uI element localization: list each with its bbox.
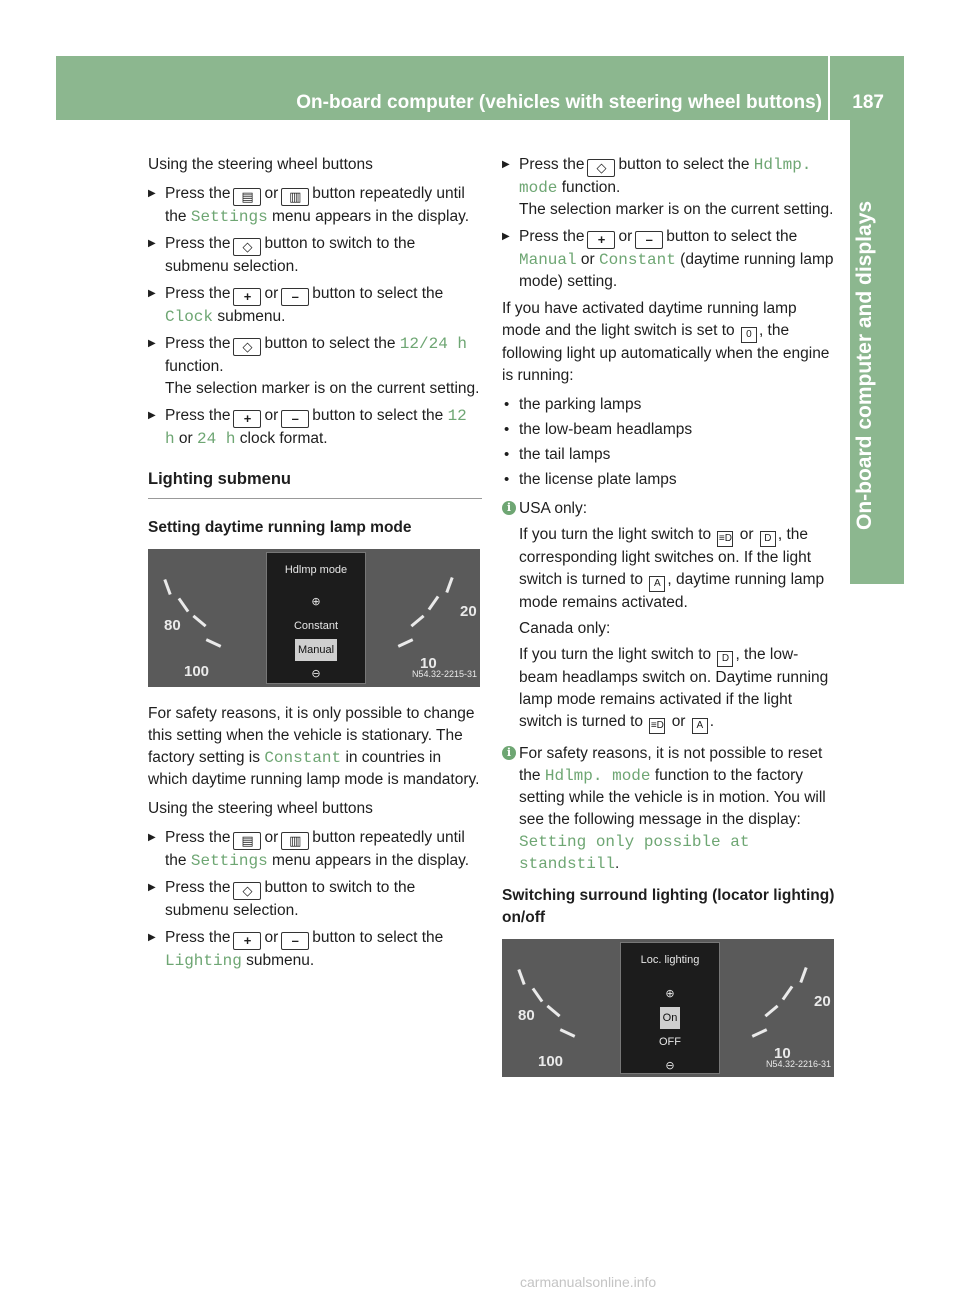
info-icon: i [502,501,516,515]
instruction-step: ▶ Press the + or – button to select the 12 h or 24 h clock format. [148,405,482,450]
menu-back-button-icon: ▤ [233,832,261,850]
list-item: • the tail lamps [502,444,836,466]
enter-button-icon: ◇ [233,238,261,256]
watermark: carmanualsonline.info [520,1274,657,1290]
right-column [502,154,836,1093]
display-panel: Loc. lighting ⊕ On OFF ⊖ [620,942,720,1074]
plus-button-icon: + [233,288,261,306]
minus-button-icon: – [281,410,309,428]
enter-button-icon: ◇ [233,338,261,356]
paragraph: If you have activated daytime running lamp mode and the light switch is set to 0 , the following light up automatically when the engine is running: [502,300,830,384]
light-switch-off-icon: 0 [741,327,757,343]
paragraph: Using the steering wheel buttons [148,156,373,173]
figure-code: N54.32-2216-31 [765,1059,831,1069]
auto-light-icon: A [692,718,708,734]
instruction-step: ▶ Press the ▤ or ▥ button repeatedly until the Settings menu appears in the display. [148,827,482,872]
chapter-title: On-board computer and displays [853,200,876,530]
plus-button-icon: + [233,410,261,428]
plus-icon: ⊕ [311,596,321,608]
figure-code: N54.32-2215-31 [411,669,477,679]
paragraph: Using the steering wheel buttons [148,800,373,817]
subheading: Switching surround lighting (locator lighting) on/off [502,887,835,926]
minus-icon: ⊖ [311,668,321,680]
display-code: Settings [190,208,268,226]
display-code: Setting only possible at standstill [519,833,750,873]
display-code: Hdlmp. mode [544,767,651,785]
instruction-step: ▶ Press the ▤ or ▥ button repeatedly until the Settings menu appears in the display. [148,183,482,228]
display-code: Settings [190,852,268,870]
chapter-tab-marker [850,540,904,584]
parking-lamp-icon: ≡D [649,718,665,734]
left-column [148,154,482,977]
display-code: Hdlmp. mode [519,156,812,197]
display-code: Clock [165,308,214,326]
list-item: • the license plate lamps [502,469,836,491]
page-number: 187 [852,92,884,113]
gauge-label: 100 [184,663,210,680]
page-header [56,56,904,120]
instruction-step: ▶ Press the ◇ button to switch to the submenu selection. [148,877,482,922]
list-item: • the parking lamps [502,394,836,416]
display-code: Constant [599,251,676,269]
gauge-label: 20 [814,993,831,1010]
page-title: On-board computer (vehicles with steering wheel buttons) [296,92,822,113]
menu-back-button-icon: ▤ [233,188,261,206]
subheading: Setting daytime running lamp mode [148,519,412,536]
display-panel: Hdlmp mode ⊕ Constant Manual ⊖ [266,552,366,684]
minus-icon: ⊖ [665,1060,675,1072]
gauge-label: 80 [518,1007,535,1024]
header-divider [828,56,830,120]
section-heading: Lighting submenu [148,468,482,499]
display-code: Manual [519,251,577,269]
instruction-step: ▶ Press the + or – button to select the Clock submenu. [148,283,482,328]
plus-button-icon: + [233,932,261,950]
info-icon: i [502,746,516,760]
auto-light-icon: A [649,576,665,592]
enter-button-icon: ◇ [233,882,261,900]
instruction-step: ▶ Press the + or – button to select the Lighting submenu. [148,927,482,972]
display-code: 24 h [197,430,236,448]
instrument-cluster-figure [148,549,480,687]
menu-forward-button-icon: ▥ [281,832,309,850]
plus-icon: ⊕ [665,988,675,1000]
gauge-label: 20 [460,603,477,620]
enter-button-icon: ◇ [587,159,615,177]
chapter-sidebar [850,120,904,540]
display-code: 12/24 h [399,335,467,353]
minus-button-icon: – [635,231,663,249]
list-item: • the low-beam headlamps [502,419,836,441]
low-beam-icon: D [717,651,733,667]
instruction-step: ▶ Press the ◇ button to switch to the submenu selection. [148,233,482,278]
info-note: i USA only: If you turn the light switch to ≡D or D , the corresponding light switches on. If the light switch is turned to A , daytime running lamp mode remains activated. Canada only: If you turn the light switch to D , the low-beam headlamps switch on. Daytime running lamp mode remains activated if the light switch is turned to ≡D or A . [502,498,836,734]
plus-button-icon: + [587,231,615,249]
gauge-label: 100 [538,1053,564,1070]
instruction-step: ▶ Press the + or – button to select the Manual or Constant (daytime running lamp mode) setting. [502,226,836,293]
info-note: i For safety reasons, it is not possible to reset the Hdlmp. mode function to the factory setting while the vehicle is in motion. You will see the following message in the display: Setting only possible at standstill. [502,743,836,875]
gauge-label: 10 [774,1045,791,1062]
display-code: Lighting [165,952,242,970]
menu-forward-button-icon: ▥ [281,188,309,206]
low-beam-icon: D [760,531,776,547]
parking-lamp-icon: ≡D [717,531,733,547]
gauge-label: 80 [164,617,181,634]
minus-button-icon: – [281,932,309,950]
display-code: 12 h [165,407,467,448]
instruction-step: ▶ Press the ◇ button to select the 12/24 h function. The selection marker is on the current setting. [148,333,482,400]
instrument-cluster-figure [502,939,834,1077]
paragraph: For safety reasons, it is only possible to change this setting when the vehicle is stationary. The factory setting is Constant in countries in which daytime running lamp mode is mandatory. [148,705,480,788]
gauge-label: 10 [420,655,437,672]
instruction-step: ▶ Press the ◇ button to select the Hdlmp. mode function. The selection marker is on the current setting. [502,154,836,221]
display-code: Constant [264,749,342,767]
minus-button-icon: – [281,288,309,306]
